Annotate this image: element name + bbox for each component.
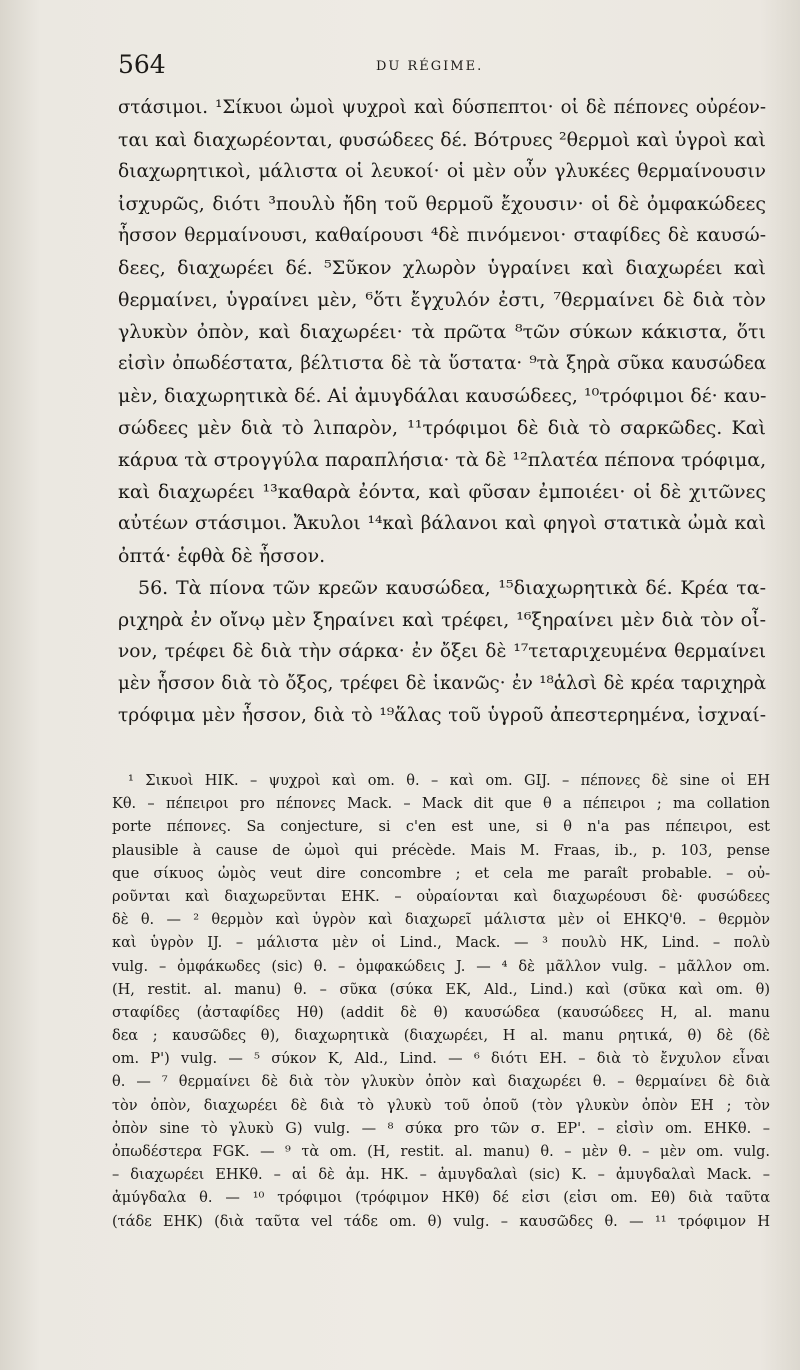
text-line: θερμαίνει, ὑγραίνει μὲν, ⁶ὅτι ἔγχυλόν ἐστι, ⁷θερμαίνει δὲ διὰ τὸν bbox=[118, 289, 766, 311]
section-56-start: 56. Τὰ πίονα τῶν κρεῶν καυσώδεα, ¹⁵διαχωρητικὰ δέ. Κρέα τα- bbox=[138, 577, 766, 599]
text-line: γλυκὺν ὀπὸν, καὶ διαχωρέει· τὰ πρῶτα ⁸τῶν σύκων κάκιστα, ὅτι bbox=[118, 321, 766, 343]
footnote-line: vulg. – ὀμφάκωδες (sic) θ. – ὀμφακώδεις J. — ⁴ δὲ μᾶλλον vulg. – μᾶλλον om. bbox=[112, 958, 770, 975]
footnote-line: σταφίδες (ἀσταφίδες Hθ) (addit δὲ θ) καυσώδεα (καυσώδεες H, al. manu bbox=[112, 1004, 770, 1021]
text-line: ται καὶ διαχωρέονται, φυσώδεες δέ. Βότρυες ²θερμοὶ καὶ ὑγροὶ καὶ bbox=[118, 129, 766, 151]
running-title: DU RÉGIME. bbox=[376, 59, 484, 74]
footnote-line: plausible à cause de ὠμοὶ qui précède. Mais M. Fraas, ib., p. 103, pense bbox=[112, 842, 770, 859]
text-line: σώδεες μὲν διὰ τὸ λιπαρὸν, ¹¹τρόφιμοι δὲ διὰ τὸ σαρκῶδες. Καὶ bbox=[118, 417, 766, 439]
footnote-line: (τάδε EHK) (διὰ ταῦτα vel τάδε om. θ) vulg. – καυσῶδες θ. — ¹¹ τρόφιμον H bbox=[112, 1213, 770, 1230]
footnote-line: porte πέπονες. Sa conjecture, si c'en est une, si θ n'a pas πέπειροι, est bbox=[112, 819, 770, 836]
main-text bbox=[118, 92, 766, 732]
text-line: μὲν ἧσσον διὰ τὸ ὄξος, τρέφει δὲ ἱκανῶς· ἐν ¹⁸ἁλσὶ δὲ κρέα ταριχηρὰ bbox=[118, 673, 766, 694]
text-line: ἰσχυρῶς, διότι ³πουλὺ ἤδη τοῦ θερμοῦ ἔχουσιν· οἱ δὲ ὀμφακώδεες bbox=[118, 193, 766, 215]
text-line: εἰσὶν ὀπωδέστατα, βέλτιστα δὲ τὰ ὕστατα· ⁹τὰ ξηρὰ σῦκα καυσώδεα bbox=[118, 353, 766, 374]
footnote-line: ὀπὸν sine τὸ γλυκὺ G) vulg. — ⁸ σύκα pro τῶν σ. EP'. – εἰσὶν om. EHKθ. – bbox=[112, 1120, 770, 1137]
text-line: νον, τρέφει δὲ διὰ τὴν σάρκα· ἐν ὄξει δὲ ¹⁷τεταριχευμένα θερμαίνει bbox=[118, 641, 766, 662]
footnote-line: τὸν ὀπὸν, διαχωρέει δὲ διὰ τὸ γλυκὺ τοῦ ὀποῦ (τὸν γλυκὺν ὀπὸν EH ; τὸν bbox=[112, 1097, 770, 1114]
footnotes bbox=[112, 770, 770, 1234]
footnote-line: – διαχωρέει EHKθ. – αἱ δὲ ἀμ. HK. – ἀμυγδαλαὶ (sic) K. – ἀμυγδαλαὶ Mack. – bbox=[112, 1167, 770, 1184]
footnote-line: ὀπωδέστερα FGK. — ⁹ τὰ om. (H, restit. al. manu) θ. – μὲν θ. – μὲν om. vulg. bbox=[112, 1144, 770, 1160]
footnote-line: καὶ ὑγρὸν IJ. – μάλιστα μὲν οἱ Lind., Mack. — ³ πουλὺ HK, Lind. – πολὺ bbox=[112, 935, 770, 952]
text-line: ριχηρὰ ἐν οἴνῳ μὲν ξηραίνει καὶ τρέφει, ¹⁶ξηραίνει μὲν διὰ τὸν οἶ- bbox=[118, 609, 766, 631]
footnote-line: δὲ θ. — ² θερμὸν καὶ ὑγρὸν καὶ διαχωρεῖ μάλιστα μὲν οἱ EHKQ'θ. – θερμὸν bbox=[112, 912, 770, 929]
footnote-line: ¹ Σικυοὶ HIK. – ψυχροὶ καὶ om. θ. – καὶ om. GIJ. – πέπονες δὲ sine οἱ EH bbox=[128, 773, 770, 789]
text-line: στάσιμοι. ¹Σίκυοι ὠμοὶ ψυχροὶ καὶ δύσπεπτοι· οἱ δὲ πέπονες οὐρέον- bbox=[118, 97, 766, 118]
footnote-line: ροῦνται καὶ διαχωρεῦνται EHK. – οὐραίονται καὶ διαχωρέουσι δὲ· φυσώδεες bbox=[112, 888, 770, 905]
text-line: ὀπτά· ἑφθὰ δὲ ἧσσον. bbox=[118, 545, 326, 567]
text-line: τρόφιμα μὲν ἧσσον, διὰ τὸ ¹⁹ἅλας τοῦ ὑγροῦ ἀπεστερημένα, ἰσχναί- bbox=[118, 705, 766, 726]
text-line: καὶ διαχωρέει ¹³καθαρὰ ἐόντα, καὶ φῦσαν ἐμποιέει· οἱ δὲ χιτῶνες bbox=[118, 481, 766, 503]
page-number: 564 bbox=[118, 50, 166, 79]
footnote-line: Kθ. – πέπειροι pro πέπονες Mack. – Mack dit que θ a πέπειροι ; ma collation bbox=[112, 796, 770, 813]
text-line: μὲν, διαχωρητικὰ δέ. Αἱ ἀμυγδάλαι καυσώδεες, ¹⁰τρόφιμοι δέ· καυ- bbox=[118, 385, 766, 407]
footnote-line: θ. — ⁷ θερμαίνει δὲ διὰ τὸν γλυκὺν ὀπὸν καὶ διαχωρέει θ. – θερμαίνει δὲ διὰ bbox=[112, 1074, 770, 1091]
footnote-line: om. P') vulg. — ⁵ σύκον K, Ald., Lind. — ⁶ διότι EH. – διὰ τὸ ἔνχυλον εἶναι bbox=[112, 1051, 770, 1068]
page-header bbox=[118, 50, 678, 90]
text-line: αὐτέων στάσιμοι. Ἄκυλοι ¹⁴καὶ βάλανοι καὶ φηγοὶ στατικὰ ὠμὰ καὶ bbox=[118, 513, 766, 534]
text-line: διαχωρητικοὶ, μάλιστα οἱ λευκοί· οἱ μὲν οὖν γλυκέες θερμαίνουσιν bbox=[118, 161, 766, 182]
footnote-line: (H, restit. al. manu) θ. – σῦκα (σύκα EK, Ald., Lind.) καὶ (σῦκα καὶ om. θ) bbox=[112, 981, 770, 998]
footnote-line: que σίκυος ὠμὸς veut dire concombre ; et cela me paraît probable. – οὐ- bbox=[112, 865, 770, 882]
text-line: κάρυα τὰ στρογγύλα παραπλήσια· τὰ δὲ ¹²πλατέα πέπονα τρόφιμα, bbox=[118, 449, 766, 471]
text-line: ἧσσον θερμαίνουσι, καθαίρουσι ⁴δὲ πινόμενοι· σταφίδες δὲ καυσώ- bbox=[118, 225, 766, 246]
footnote-line: δεα ; καυσῶδες θ), διαχωρητικὰ (διαχωρέει, H al. manu ρητικά, θ) δὲ (δὲ bbox=[112, 1028, 770, 1045]
text-line: δεες, διαχωρέει δέ. ⁵Σῦκον χλωρὸν ὑγραίνει καὶ διαχωρέει καὶ bbox=[118, 257, 766, 279]
footnote-line: ἀμύγδαλα θ. — ¹⁰ τρόφιμοι (τρόφιμον HKθ) δέ εἰσι (εἰσι om. Eθ) διὰ ταῦτα bbox=[112, 1190, 770, 1207]
